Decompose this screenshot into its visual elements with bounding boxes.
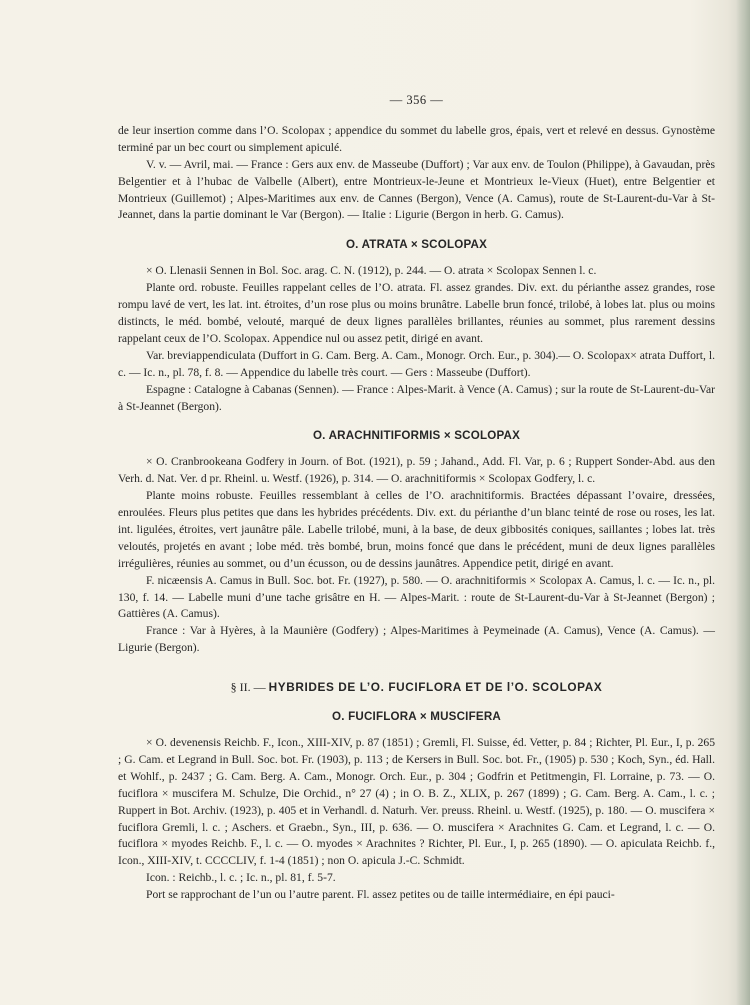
paragraph-description-2: Plante moins robuste. Feuilles ressemblant à celles de l’O. arachnitiformis. Bractées dépassant l’ovaire, dressées, enroulées. Fleurs plus petites que dans les hybrides précédents. Div. ext. du périanthe d’un blanc teinté de rose ou roses, les lat. int. ligulées, étroites, vert jaunâtre pâle. Labelle trilobé, muni, à la base, de deux gibbosités coniques, saillantes ; lobes lat. très veloutés, projetés en avant ; lobe méd. très bombé, brun, moins foncé que dans le précédent, muni de deux lignes parallèles irrégulières, réunies au sommet, ou d’un écusson, ou de dessins jaunâtres. Appendice petit, dirigé en avant. [118, 489, 715, 570]
paragraph-icon: Icon. : Reichb., l. c. ; Ic. n., pl. 81, f. 5-7. [146, 871, 336, 885]
heading-arachnitiformis-scolopax: O. ARACHNITIFORMIS × SCOLOPAX [312, 429, 521, 443]
section-title: HYBRIDES DE L’O. FUCIFLORA ET DE l’O. SCOLOPAX [268, 680, 603, 695]
paragraph-form-nicaeensis: F. nicæensis A. Camus in Bull. Soc. bot. Fr. (1927), p. 580. — O. arachnitiformis × Scolopax A. Camus, l. c. — Ic. n., pl. 130, f. 14. — Labelle muni d’une tache grisâtre en H. — Alpes-Marit. : route de St-Laurent-du-Var à St-Jeannet (Bergon) ; Gattières (A. Camus). [118, 573, 715, 621]
paragraph-1: de leur insertion comme dans l’O. Scolopax ; appendice du sommet du labelle gros, épais, vert et relevé en dessus. Gynostème terminé par un bec court ou simplement apiculé. [118, 123, 715, 154]
section-heading-ii [118, 679, 715, 696]
heading-fuciflora-muscifera: O. FUCIFLORA × MUSCIFERA [332, 710, 501, 724]
paragraph-llenasii: × O. Llenasii Sennen in Bol. Soc. arag. C. N. (1912), p. 244. — O. atrata × Scolopax Sennen l. c. [146, 264, 597, 278]
paragraph-description-1: Plante ord. robuste. Feuilles rappelant celles de l’O. atrata. Fl. assez grandes. Div. ext. du périanthe assez grandes, rose rompu lavé de vert, les lat. int. étroites, d’un rose plus ou moins brunâtre. Labelle brun foncé, trilobé, à lobes lat. plus ou moins distincts, le méd. bombé, velouté, marqué de deux lignes parallèles brillantes, réunies au sommet, plus rarement dessins rappelant ceux de l’O. Scolopax. Appendice nul ou assez petit, dirigé en avant. [118, 281, 715, 345]
section-prefix: § II. — [230, 680, 266, 695]
paragraph-distribution-2: France : Var à Hyères, à la Maunière (Godfery) ; Alpes-Maritimes à Peymeinade (A. Camus), Vence (A. Camus). — Ligurie (Bergon). [118, 624, 715, 655]
page-content [118, 92, 715, 904]
paragraph-cranbrookeana: × O. Cranbrookeana Godfery in Journ. of Bot. (1921), p. 59 ; Jahand., Add. Fl. Var, p. 6 ; Ruppert Sonder-Abd. aus den Verh. d. Nat. Ver. d pr. Rheinl. u. Westf. (1926), p. 314. — O. arachnitiformis × Scolopax Godfery, l. c. [118, 455, 715, 486]
paragraph-2: V. v. — Avril, mai. — France : Gers aux env. de Masseube (Duffort) ; Var aux env. de Toulon (Philippe), à Gavaudan, près Belgentier et à l’hubac de Valbelle (Albert), entre Montrieux-le-Jeune et Montrieux le-Vieux (Huet), entre Belgentier et Montrieux (Guillemot) ; Alpes-Maritimes aux env. de Cannes (Bergon), Vence (A. Camus), route de St-Laurent-du-Var à St-Jeannet, dans la partie dominant le Var (Bergon). — Italie : Ligurie (Bergon in herb. G. Camus). [118, 157, 715, 222]
paragraph-distribution-1: Espagne : Catalogne à Cabanas (Sennen). — France : Alpes-Marit. à Vence (A. Camus) ; sur la route de St-Laurent-du-Var à St-Jeannet (Bergon). [118, 382, 715, 413]
page-edge-shadow [736, 0, 750, 1005]
heading-atrata-scolopax: O. ATRATA × SCOLOPAX [345, 238, 488, 252]
paragraph-description-3: Port se rapprochant de l’un ou l’autre parent. Fl. assez petites ou de taille intermédiaire, en épi pauci- [146, 888, 615, 902]
paragraph-variety: Var. breviappendiculata (Duffort in G. Cam. Berg. A. Cam., Monogr. Orch. Eur., p. 304).— O. Scolopax× atrata Duffort, l. c. — Ic. n., pl. 78, f. 8. — Appendice du labelle très court. — Gers : Masseube (Duffort). [118, 348, 715, 379]
page-number: — 356 — [389, 93, 444, 107]
paragraph-devenensis: × O. devenensis Reichb. F., Icon., XIII-XIV, p. 87 (1851) ; Gremli, Fl. Suisse, éd. Vetter, p. 84 ; Richter, Pl. Eur., I, p. 265 ; G. Cam. et Legrand in Bull. Soc. bot. Fr. (1903), p. 113 ; de Kersers in Bull. Soc. bot. Fr., (1905) p. 530 ; Koch, Syn., éd. Hall. et Wohlf., p. 2437 ; G. Cam. Berg. A. Cam., Monogr. Orch. Eur., p. 304 ; Godfrin et Petitmengin, Fl. Lorraine, p. 73. — O. fuciflora × muscifera M. Schulze, Die Orchid., n° 27 (4) ; in O. B. Z., XLIX, p. 267 (1899) ; G. Cam. Berg. A. Cam., l. c. ; Ruppert in Bot. Archiv. (1923), p. 405 et in Verhandl. d. Naturh. Ver. preuss. Rheinl. u. Westf. (1925), p. 180. — O. muscifera × fuciflora Gremli, l. c. ; Aschers. et Graebn., Syn., III, p. 636. — O. muscifera × Arachnites G. Cam. et Legrand, l. c. — O. fuciflora × myodes Reichb. F., l. c. — O. myodes × Arachnites ? Richter, Pl. Eur., I, p. 265 (1890). — O. apiculata Reichb. f., Icon., XIII-XIV, t. CCCCLIV, f. 1-4 (1851) ; non O. apicula J.-C. Schmidt. [118, 736, 715, 868]
